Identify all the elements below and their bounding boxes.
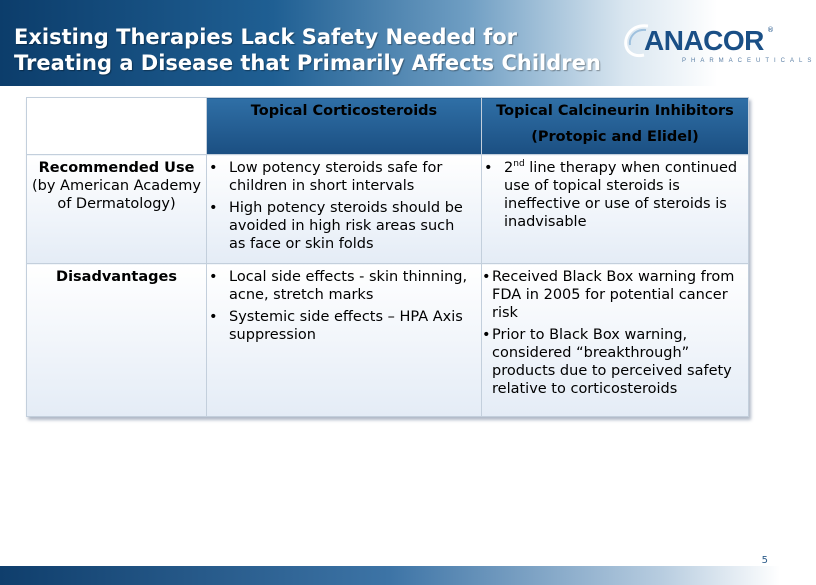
cell-recommended-corticosteroids (207, 155, 482, 264)
slide-title (14, 24, 624, 76)
list-item: • 2nd line therapy when continued use of topical steroids is ineffective or use of steroids is inadvisable (484, 159, 738, 230)
anacor-logo (622, 22, 816, 70)
cell-disadvantages-corticosteroids (207, 264, 482, 417)
logo-subtitle: PHARMACEUTICALS (682, 58, 816, 64)
title-line-2: Treating a Disease that Primarily Affects Children (14, 51, 601, 75)
list-item: • Local side effects - skin thinning, acne, stretch marks (209, 269, 468, 303)
cell-disadvantages-calcineurin (482, 264, 749, 417)
header-corner-cell (27, 98, 207, 155)
row-label-disadvantages: Disadvantages (27, 264, 207, 417)
list-item: • High potency steroids should be avoided in high risk areas such as face or skin folds (209, 200, 463, 252)
list-item: • Low potency steroids safe for children in short intervals (209, 160, 443, 194)
cell-recommended-calcineurin (482, 155, 749, 264)
footer-bar (0, 566, 780, 585)
row-label-recommended-use: Recommended Use (by American Academy of Dermatology) (27, 155, 207, 264)
page-number: 5 (761, 555, 768, 566)
list-item: • Received Black Box warning from FDA in 2005 for potential cancer risk (482, 269, 735, 321)
comparison-table (26, 97, 749, 417)
logo-trademark: ® (767, 26, 774, 34)
table-header-row (27, 98, 749, 155)
column-header-corticosteroids: Topical Corticosteroids (207, 98, 482, 155)
list-item: • Prior to Black Box warning, considered “breakthrough” products due to perceived safety relative to corticosteroids (482, 327, 732, 397)
table-row (27, 264, 749, 417)
list-item: • Systemic side effects – HPA Axis suppression (209, 309, 463, 343)
logo-wordmark: ANACOR (644, 25, 764, 56)
column-header-calcineurin: Topical Calcineurin Inhibitors (Protopic and Elidel) (482, 98, 749, 155)
title-line-1: Existing Therapies Lack Safety Needed for (14, 25, 518, 49)
table-row (27, 155, 749, 264)
